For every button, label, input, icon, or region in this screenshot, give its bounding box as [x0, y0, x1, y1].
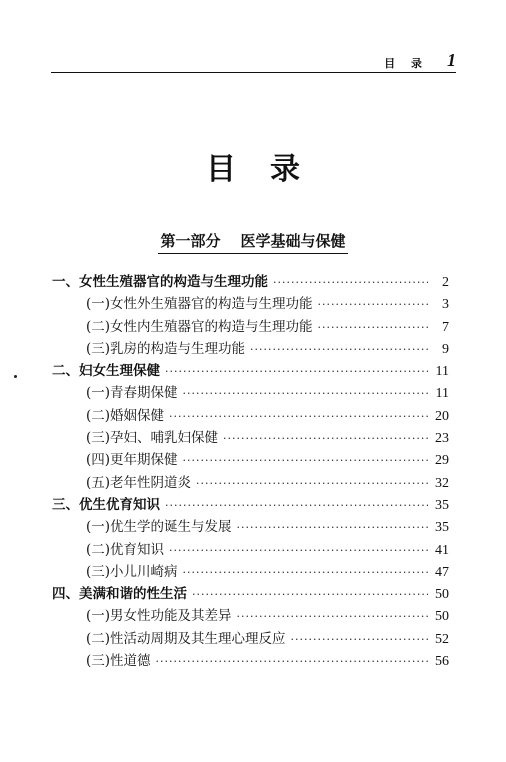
toc-entry-page: 52 — [435, 631, 449, 647]
toc-entry[interactable] — [52, 650, 449, 672]
toc-entry-page: 32 — [435, 475, 449, 491]
dot-leader — [165, 495, 428, 517]
toc-entry-page: 11 — [435, 364, 449, 380]
toc-entry-page: 47 — [435, 564, 449, 580]
dot-leader — [165, 361, 428, 383]
dot-leader — [273, 272, 428, 294]
toc-entry-label: (三)小儿川崎病 — [86, 563, 178, 580]
running-title: 目 录 — [384, 57, 428, 70]
toc-entry[interactable] — [52, 271, 449, 293]
toc-entry[interactable] — [52, 628, 449, 650]
dot-leader — [169, 540, 428, 562]
toc-entry[interactable] — [52, 293, 449, 315]
dot-leader — [183, 562, 428, 584]
toc-entry-label: 二、妇女生理保健 — [52, 363, 160, 380]
toc-entry-label: (一)青春期保健 — [86, 385, 178, 402]
dot-leader — [318, 294, 428, 316]
toc-entry-label: (五)老年性阴道炎 — [86, 474, 192, 491]
toc-entry-page: 7 — [442, 319, 449, 335]
toc-entry[interactable] — [52, 539, 449, 561]
toc-entry-page: 2 — [442, 275, 449, 290]
toc-entry-page: 41 — [435, 542, 449, 558]
toc-entry[interactable] — [52, 583, 449, 605]
dot-leader — [192, 584, 428, 606]
toc-entry-label: (二)女性内生殖器官的构造与生理功能 — [86, 318, 313, 335]
dot-leader — [291, 629, 428, 651]
toc-entry-page: 35 — [435, 497, 449, 513]
dot-leader — [183, 383, 428, 405]
margin-speck — [14, 375, 17, 378]
toc-entry[interactable] — [52, 382, 449, 404]
toc-entry-label: 一、女性生殖器官的构造与生理功能 — [52, 274, 268, 290]
toc-entry[interactable] — [52, 472, 449, 494]
toc-entry-page: 20 — [435, 408, 449, 424]
dot-leader — [250, 339, 428, 361]
toc-entry-label: (一)女性外生殖器官的构造与生理功能 — [86, 296, 313, 313]
toc-entry[interactable] — [52, 427, 449, 449]
toc-entry-page: 35 — [435, 520, 449, 536]
toc-entry-page: 50 — [435, 609, 449, 625]
toc-entry[interactable] — [52, 449, 449, 471]
toc-entry[interactable] — [52, 405, 449, 427]
toc-entry-label: (二)优育知识 — [86, 541, 165, 558]
toc-entry[interactable] — [52, 360, 449, 382]
toc-entry-label: (三)孕妇、哺乳妇保健 — [86, 430, 219, 447]
toc-entry[interactable] — [52, 338, 449, 360]
dot-leader — [237, 606, 428, 628]
running-header — [51, 52, 456, 73]
dot-leader — [156, 651, 428, 673]
toc-entry-page: 11 — [435, 386, 449, 402]
toc-entry[interactable] — [52, 561, 449, 583]
part-heading — [0, 230, 506, 254]
toc-entry-label: (二)婚姻保健 — [86, 407, 165, 424]
toc-entry-label: (二)性活动周期及其生理心理反应 — [86, 630, 286, 647]
dot-leader — [237, 517, 428, 539]
toc-entry-label: (四)更年期保健 — [86, 452, 178, 469]
part-number: 第一部分 — [160, 232, 221, 250]
toc-entry-label: (一)男女性功能及其差异 — [86, 608, 232, 625]
dot-leader — [318, 317, 428, 339]
page-number: 1 — [447, 50, 456, 70]
dot-leader — [223, 428, 428, 450]
toc-entry-page: 50 — [435, 587, 449, 603]
toc-entry-page: 3 — [442, 297, 449, 313]
page-title: 目录 — [206, 152, 334, 187]
toc-entry[interactable] — [52, 605, 449, 627]
toc-entry-label: 三、优生优育知识 — [52, 496, 160, 513]
dot-leader — [169, 406, 428, 428]
toc-entry-label: 四、美满和谐的性生活 — [52, 586, 187, 603]
toc-entry[interactable] — [52, 316, 449, 338]
toc-entry-label: (一)优生学的诞生与发展 — [86, 519, 232, 536]
toc-entry-page: 56 — [435, 654, 449, 670]
table-of-contents — [52, 271, 449, 672]
toc-entry-label: (三)性道德 — [86, 653, 151, 670]
toc-entry-label: (三)乳房的构造与生理功能 — [86, 340, 246, 357]
toc-entry[interactable] — [52, 494, 449, 516]
dot-leader — [196, 473, 428, 495]
part-name: 医学基础与保健 — [240, 232, 346, 250]
toc-entry-page: 9 — [442, 341, 449, 357]
toc-entry-page: 29 — [435, 453, 449, 469]
toc-entry[interactable] — [52, 516, 449, 538]
part-heading-text — [158, 230, 347, 254]
toc-entry-page: 23 — [435, 431, 449, 447]
dot-leader — [183, 450, 428, 472]
